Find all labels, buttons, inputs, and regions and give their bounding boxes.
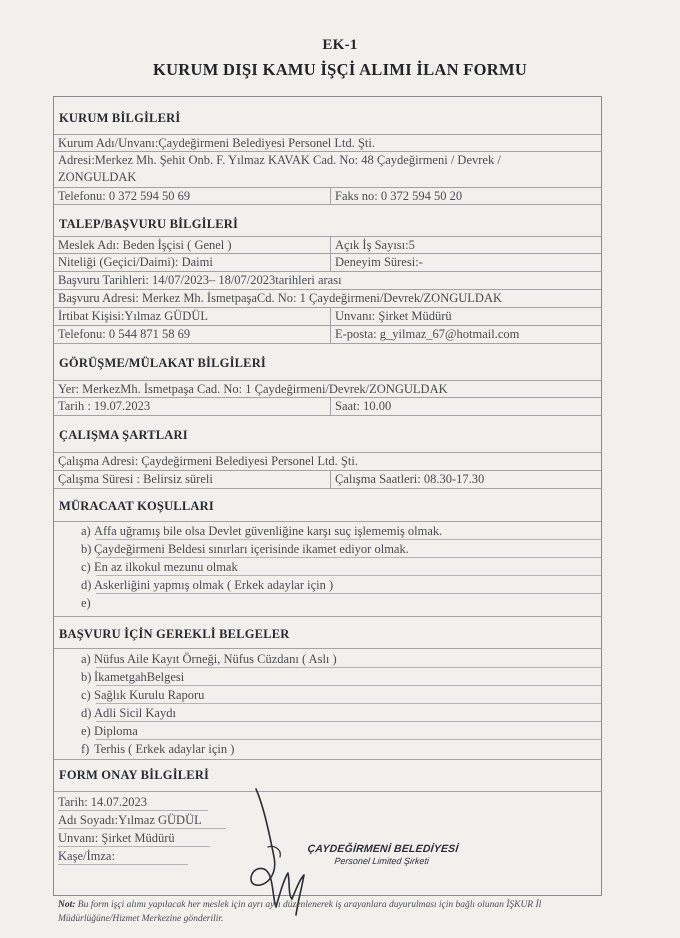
list-item: b) Çaydeğirmeni Beldesi sınırları içerisinde ikamet ediyor olmak. [54, 542, 601, 558]
talep-meslek-row [54, 237, 601, 254]
list-item: d) Adli Sicil Kaydı [54, 706, 601, 722]
onay-tarih: Tarih: 14.07.2023 [58, 795, 147, 810]
onay-kase: Kaşe/İmza: [58, 849, 115, 864]
announcement-form [53, 96, 602, 896]
section-calisma-heading: ÇALIŞMA ŞARTLARI [54, 416, 601, 453]
talep-unvan: Unvanı: Şirket Müdürü [335, 309, 452, 323]
calisma-adres-row [54, 453, 601, 471]
note-text: Bu form işçi alımı yapılacak her meslek için ayrı ayrı düzenlenerek iş arayanlara duyurulması için bağlı olunan İŞKUR İl Müdürlüğüne/Hizmet Merkezine gönderilir. [58, 900, 542, 924]
onay-adi: Adı Soyadı:Yılmaz GÜDÜL [58, 813, 202, 828]
form-code: EK-1 [322, 37, 358, 53]
kurum-name-row [54, 135, 601, 152]
calisma-sure-row [54, 471, 601, 489]
talep-adres-row [54, 290, 601, 308]
kurum-fax: Faks no: 0 372 594 50 20 [335, 189, 463, 203]
muracaat-list [54, 524, 601, 616]
section-belgeler-heading: BAŞVURU İÇİN GEREKLİ BELGELER [54, 617, 601, 649]
section-gorusme-heading: GÖRÜŞME/MÜLAKAT BİLGİLERİ [54, 344, 601, 381]
list-item: a) Nüfus Aile Kayıt Örneği, Nüfus Cüzdanı ( Aslı ) [54, 652, 601, 668]
gorusme-tarih: Tarih : 19.07.2023 [58, 399, 151, 413]
section-kurum-heading: KURUM BİLGİLERİ [54, 97, 601, 135]
kurum-name: Kurum Adı/Unvanı:Çaydeğirmeni Belediyesi Personel Ltd. Şti. [58, 136, 375, 150]
talep-nitelik-row [54, 254, 601, 272]
note-label: Not: [58, 900, 76, 910]
talep-irtibat: İrtibat Kişisi:Yılmaz GÜDÜL [58, 309, 208, 323]
talep-adres: Başvuru Adresi: Merkez Mh. İsmetpaşaCd. No: 1 Çaydeğirmeni/Devrek/ZONGULDAK [58, 291, 503, 305]
footer-note [58, 898, 618, 926]
company-stamp: ÇAYDEĞİRMENİ BELEDİYESİ Personel Limited Şirketi [306, 843, 460, 866]
kurum-address-line2: ZONGULDAK [58, 170, 137, 184]
section-muracaat-heading: MÜRACAAT KOŞULLARI [54, 489, 601, 522]
form-title: KURUM DIŞI KAMU İŞÇİ ALIMI İLAN FORMU [152, 60, 528, 79]
gorusme-yer-row [54, 381, 601, 398]
belgeler-list [54, 652, 601, 762]
list-item: c) En az ilkokul mezunu olmak [54, 560, 601, 576]
talep-tarihler-row [54, 272, 601, 290]
kurum-contact-row [54, 188, 601, 205]
talep-deneyim: Deneyim Süresi:- [335, 255, 423, 269]
list-item: e) [81, 596, 91, 610]
calisma-saatler: Çalışma Saatleri: 08.30-17.30 [335, 472, 485, 486]
kurum-address-row [54, 152, 601, 188]
talep-telefon: Telefonu: 0 544 871 58 69 [58, 327, 191, 341]
talep-meslek: Meslek Adı: Beden İşçisi ( Genel ) [58, 238, 232, 252]
onay-unvan: Unvanı: Şirket Müdürü [58, 831, 175, 846]
list-item: a) Affa uğramış bile olsa Devlet güvenliğine karşı suç işlememiş olmak. [54, 524, 601, 540]
gorusme-saat: Saat: 10.00 [335, 399, 392, 413]
list-item: c) Sağlık Kurulu Raporu [54, 688, 601, 704]
section-onay-heading: FORM ONAY BİLGİLERİ [54, 760, 601, 792]
list-item: e) Diploma [54, 724, 601, 740]
gorusme-tarih-row [54, 398, 601, 416]
calisma-adres: Çalışma Adresi: Çaydeğirmeni Belediyesi Personel Ltd. Şti. [58, 454, 358, 468]
talep-nitelik: Niteliği (Geçici/Daimi): Daimi [58, 255, 213, 269]
talep-irtibat-row [54, 308, 601, 326]
kurum-phone: Telefonu: 0 372 594 50 69 [58, 189, 191, 203]
list-item: f) Terhis ( Erkek adaylar için ) [81, 742, 235, 756]
talep-eposta: E-posta: g_yilmaz_67@hotmail.com [335, 327, 520, 341]
calisma-sure: Çalışma Süresi : Belirsiz süreli [58, 472, 213, 486]
gorusme-yer: Yer: MerkezMh. İsmetpaşa Cad. No: 1 Çaydeğirmeni/Devrek/ZONGULDAK [58, 382, 448, 396]
talep-acik-is: Açık İş Sayısı:5 [335, 238, 415, 252]
list-item: d) Askerliğini yapmış olmak ( Erkek adaylar için ) [54, 578, 601, 594]
section-talep-heading: TALEP/BAŞVURU BİLGİLERİ [54, 205, 601, 237]
list-item: b) İkametgahBelgesi [54, 670, 601, 686]
talep-telefon-row [54, 326, 601, 344]
kurum-address-line1: Adresi:Merkez Mh. Şehit Onb. F. Yılmaz KAVAK Cad. No: 48 Çaydeğirmeni / Devrek / [58, 153, 501, 167]
talep-tarihler: Başvuru Tarihleri: 14/07/2023– 18/07/2023tarihleri arası [58, 273, 342, 287]
